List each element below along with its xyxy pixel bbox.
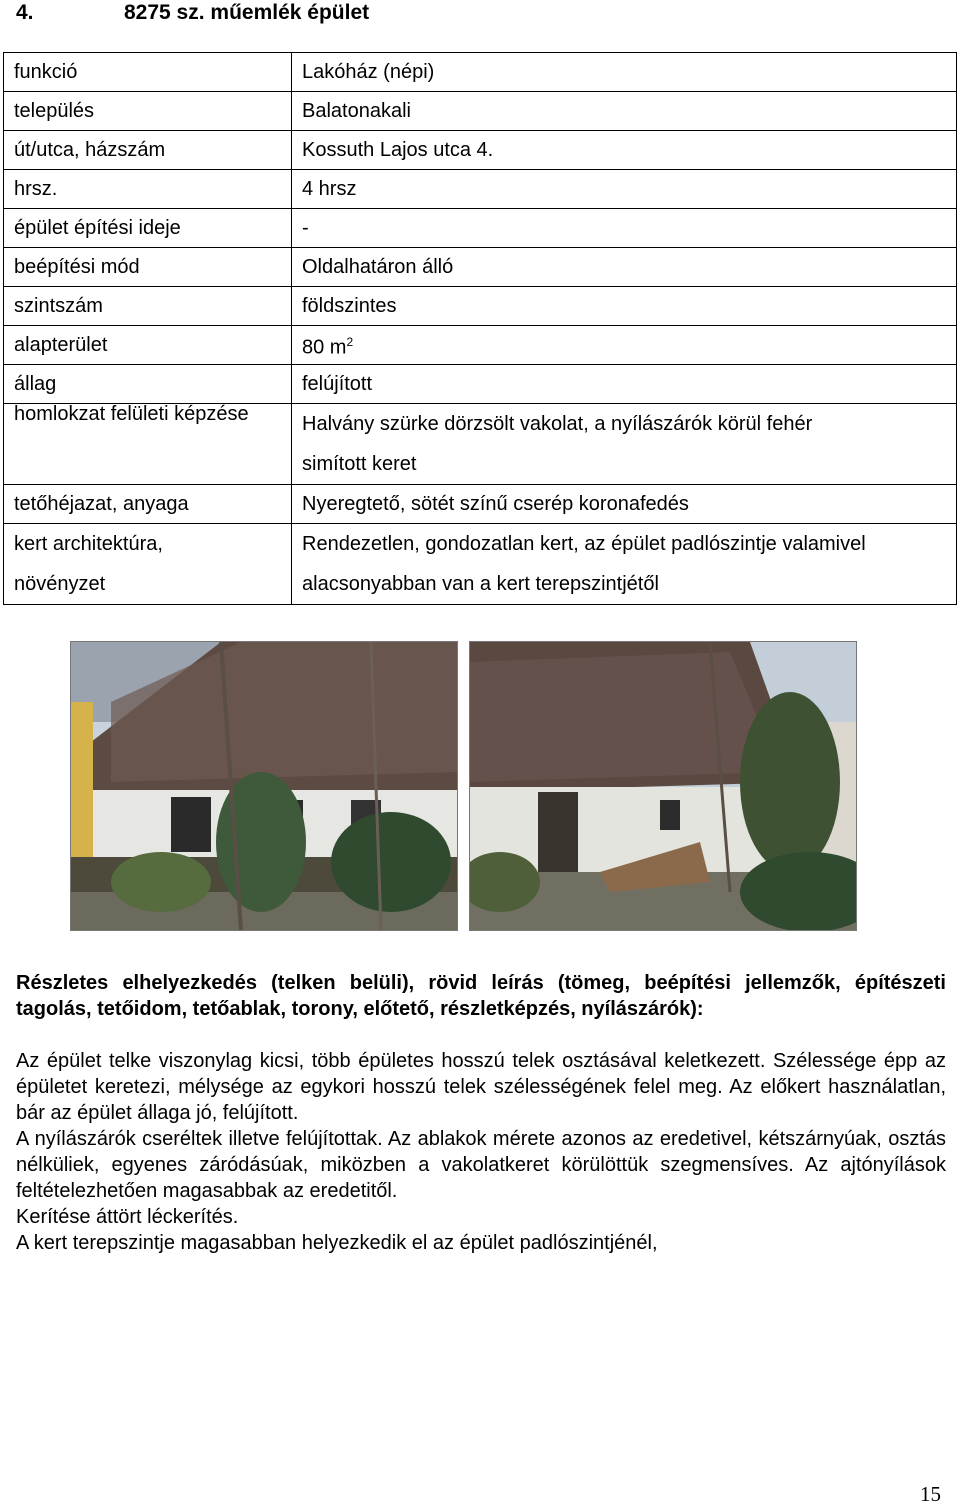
row-value: - (292, 209, 957, 248)
row-label: szintszám (4, 287, 292, 326)
row-value (292, 404, 957, 485)
row-label: homlokzat felületi képzése (4, 404, 292, 485)
row-label: hrsz. (4, 170, 292, 209)
row-value: Oldalhatáron álló (292, 248, 957, 287)
table-row (4, 131, 957, 170)
building-info-table (3, 52, 957, 605)
table-row (4, 404, 957, 485)
table-row (4, 287, 957, 326)
table-row (4, 524, 957, 605)
section-title: Részletes elhelyezkedés (telken belüli), rövid leírás (tömeg, beépítési jellemzők, építészeti tagolás, tetőidom, tetőablak, torony, előtető, részletképzés, nyílászárók): (16, 972, 946, 1020)
row-label: állag (4, 365, 292, 404)
row-label: beépítési mód (4, 248, 292, 287)
area-value: 80 m (302, 336, 347, 359)
row-value: 4 hrsz (292, 170, 957, 209)
row-value (292, 326, 957, 365)
table-row (4, 248, 957, 287)
table-row (4, 365, 957, 404)
description-paragraph: A kert terepszintje magasabban helyezkedik el az épület padlószintjénél, (16, 1232, 658, 1254)
row-label: tetőhéjazat, anyaga (4, 485, 292, 524)
heading-title: 8275 sz. műemlék épület (124, 1, 370, 24)
row-value: Lakóház (népi) (292, 53, 957, 92)
row-value: Balatonakali (292, 92, 957, 131)
building-photo-right (469, 641, 857, 931)
row-value: földszintes (292, 287, 957, 326)
row-label: funkció (4, 53, 292, 92)
row-label (4, 524, 292, 605)
area-unit-exponent: 2 (346, 335, 354, 350)
row-value-line: Rendezetlen, gondozatlan kert, az épület padlószintje valamivel (302, 533, 866, 555)
row-label: út/utca, házszám (4, 131, 292, 170)
table-row (4, 170, 957, 209)
table-row (4, 326, 957, 365)
row-value: felújított (292, 365, 957, 404)
row-label: épület építési ideje (4, 209, 292, 248)
building-photo-left (70, 641, 458, 931)
page-number: 15 (920, 1482, 941, 1506)
table-row (4, 485, 957, 524)
table-row (4, 209, 957, 248)
row-label-line: növényzet (14, 573, 106, 595)
row-value-line: simított keret (302, 453, 417, 475)
row-label: alapterület (4, 326, 292, 365)
table-row (4, 92, 957, 131)
description-paragraph: A nyílászárók cseréltek illetve felújítottak. Az ablakok mérete azonos az eredetivel, kétszárnyúak, osztás nélküliek, egyenes záródásúak, miközben a vakolatkeret körülöttük szegmensíves. Az ajtónyílások feltételezhetően magasabbak az eredetitől. (16, 1128, 946, 1202)
table-row (4, 53, 957, 92)
description-paragraph: Kerítése áttört léckerítés. (16, 1206, 239, 1228)
row-value-line: Halvány szürke dörzsölt vakolat, a nyílászárók körül fehér (302, 413, 813, 435)
page-heading (16, 0, 369, 26)
row-value: Kossuth Lajos utca 4. (292, 131, 957, 170)
row-value (292, 524, 957, 605)
heading-number: 4. (16, 1, 34, 24)
row-value-line: alacsonyabban van a kert terepszintjétől (302, 573, 659, 595)
description (16, 1048, 946, 1256)
row-label-line: kert architektúra, (14, 533, 163, 555)
row-value: Nyeregtető, sötét színű cserép koronafedés (292, 485, 957, 524)
row-label: település (4, 92, 292, 131)
description-paragraph: Az épület telke viszonylag kicsi, több épületes hosszú telek osztásával keletkezett. Szélessége épp az épületet keretezi, mélysége az egykori hosszú telek szélességének felel meg. Az előkert használatlan, bár az épület állaga jó, felújított. (16, 1050, 946, 1124)
